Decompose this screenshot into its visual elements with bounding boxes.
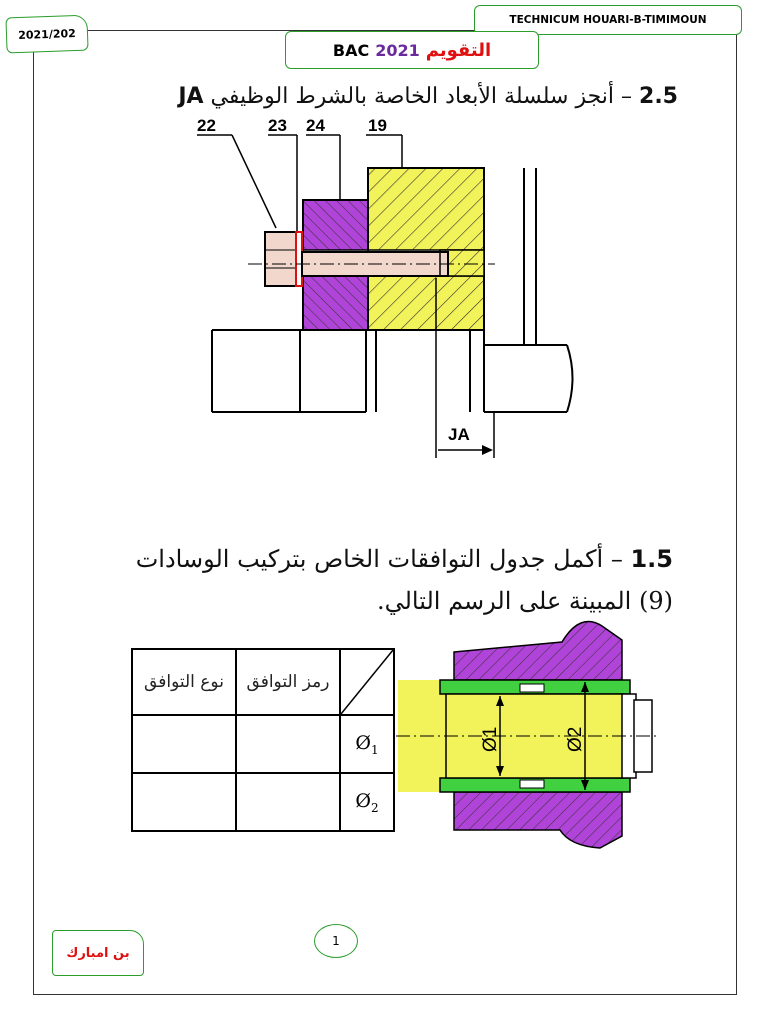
question-15	[113, 538, 673, 622]
question-25-condition: JA	[178, 84, 204, 109]
part-19	[368, 168, 484, 330]
assembly-drawing	[190, 112, 590, 467]
label-24: 24	[306, 116, 325, 135]
exam-title-box	[285, 31, 539, 69]
question-15-line1	[113, 538, 673, 580]
author-tag: بن امبارك	[52, 930, 144, 976]
page-number: 1	[314, 924, 358, 958]
fit-table	[131, 648, 395, 832]
label-22: 22	[197, 116, 216, 135]
bearing-drawing	[394, 612, 660, 852]
housing-bottom	[454, 792, 622, 848]
fit-symbol-cell-1[interactable]	[236, 715, 340, 773]
part-22-head	[265, 232, 298, 286]
bac-arabic: التقويم	[425, 39, 492, 61]
fit-type-cell-1[interactable]	[132, 715, 236, 773]
row-label-1: $Ø_1$	[340, 715, 394, 773]
dim-phi2: Ø2	[565, 726, 586, 752]
label-23: 23	[268, 116, 287, 135]
year-tag	[5, 15, 88, 54]
row-label-2: $Ø_2$	[340, 773, 394, 831]
question-15-text: – أكمل جدول التوافقات الخاص بتركيب الوسادات	[135, 545, 623, 573]
bac-year: 2021	[375, 40, 420, 60]
dim-phi1: Ø1	[480, 726, 501, 752]
question-25	[178, 84, 678, 109]
corner-cell	[340, 649, 394, 715]
school-name: TECHNICUM HOUARI-B-TIMIMOUN	[509, 14, 707, 26]
question-25-text: – أنجز سلسلة الأبعاد الخاصة بالشرط الوظيفي	[210, 84, 633, 109]
label-19: 19	[368, 116, 387, 135]
fit-symbol-cell-2[interactable]	[236, 773, 340, 831]
year-text: 2021/202	[17, 26, 77, 42]
question-15-line2: (9) المبينة على الرسم التالي.	[376, 587, 673, 615]
fit-type-cell-2[interactable]	[132, 773, 236, 831]
bac-label: BAC	[332, 40, 370, 60]
housing-top	[454, 622, 622, 680]
col-fit-type: نوع التوافق	[132, 649, 236, 715]
ja-label: JA	[448, 425, 470, 444]
question-25-number: 2.5	[639, 84, 678, 109]
question-15-number: 1.5	[630, 545, 673, 573]
col-fit-symbol: رمز التوافق	[236, 649, 340, 715]
